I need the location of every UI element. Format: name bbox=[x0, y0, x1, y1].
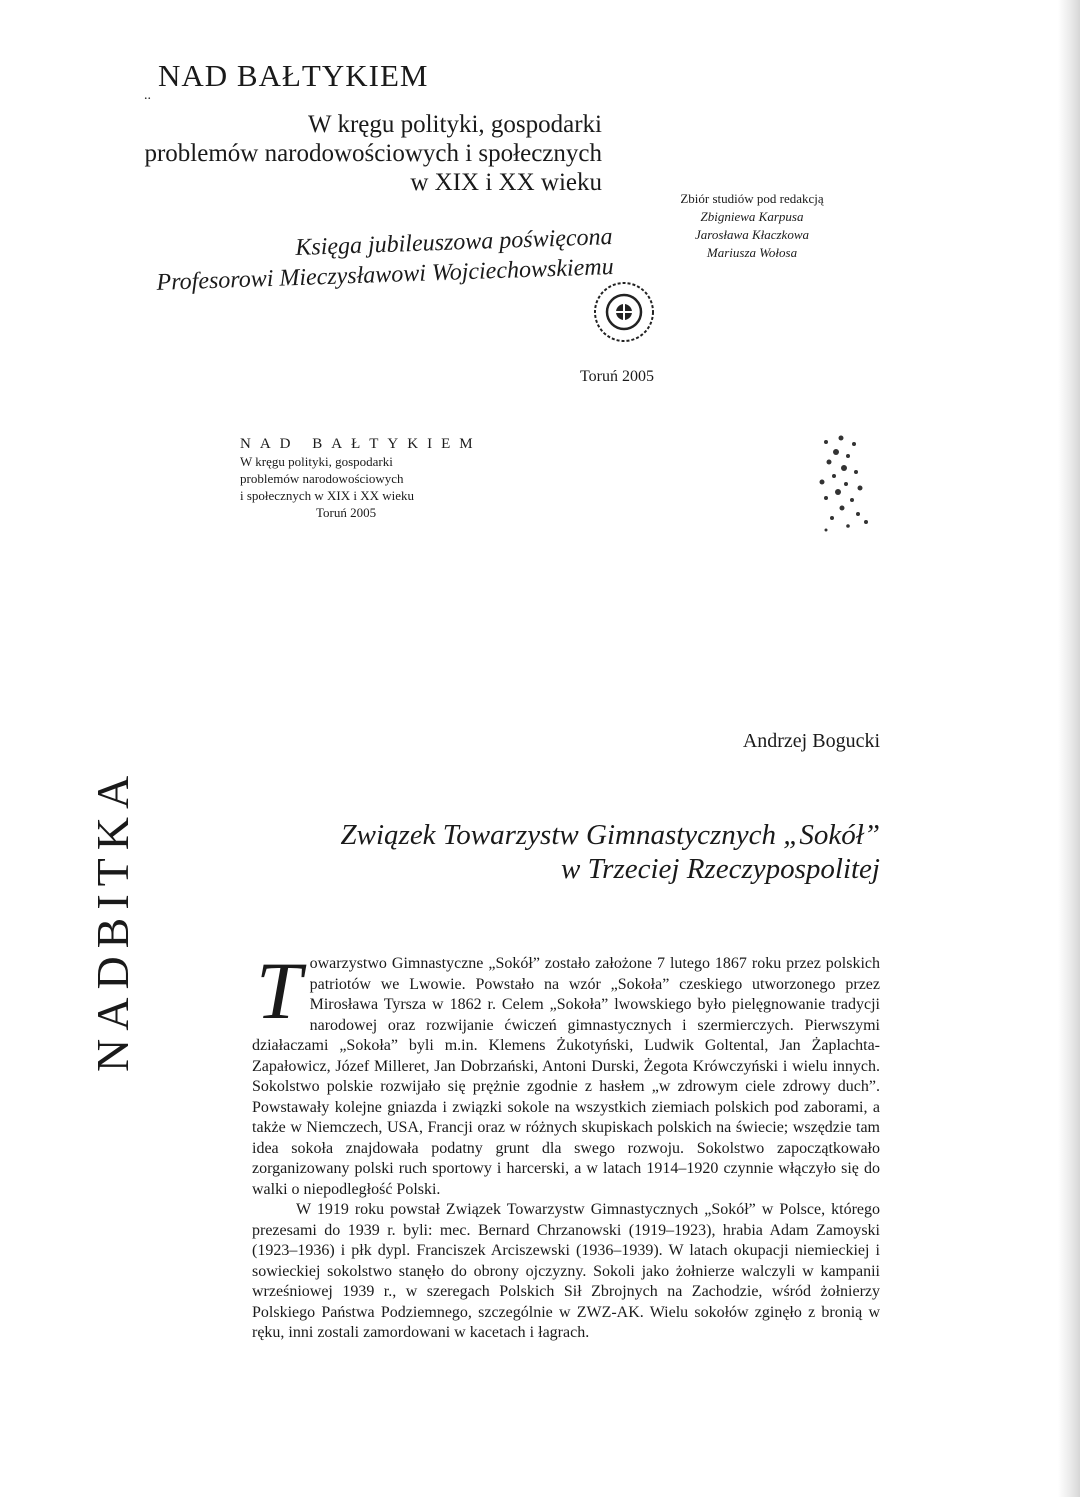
drop-cap: T bbox=[256, 945, 302, 1036]
subtitle-line: problemów narodowościowych i społecznych bbox=[144, 140, 602, 167]
jubilee-dedication bbox=[12, 222, 614, 303]
offprint-side-label: NADBITKA bbox=[87, 767, 138, 1072]
publisher-seal-icon bbox=[592, 280, 656, 344]
imprint-line: W kręgu polityki, gospodarki bbox=[240, 454, 393, 469]
subtitle-line: W kręgu polityki, gospodarki bbox=[308, 111, 602, 138]
imprint-line: problemów narodowościowych bbox=[240, 471, 404, 486]
imprint-line: i społecznych w XIX i XX wieku bbox=[240, 488, 415, 503]
article-title-line: Związek Towarzystw Gimnastycznych „Sokół” bbox=[340, 819, 880, 851]
imprint-place-year: Toruń 2005 bbox=[316, 505, 377, 520]
paragraph-text: owarzystwo Gimnastyczne „Sokół” zostało założone 7 lutego 1867 roku przez polskich patriotów we Lwowie. Powstało na wzór „Sokoła” czeskiego utworzonego przez Mirosława Tyrsza w 1862 r. Celem „Sokoła” lwowskiego było pielęgnowanie tradycji narodowej oraz rozwijanie ćwiczeń gimnastycznych i szermierczych. Pierwszymi działaczami „Sokoła” byli m.in. Klemens Żukotyński, Ludwik Goltental, Jan Żaplachta-Zapałowicz, Józef Milleret, Jan Dobrzański, Antoni Durski, Żegota Krówczyński i wielu innych. Sokolstwo polskie rozwijało się prężnie zgodnie z hasłem „w zdrowym ciele zdrowy duch”. Powstawały kolejne gniazda i związki sokole na wszystkich ziemiach polskich pod zaborami, a także w Niemczech, USA, Francji oraz w różnych skupiskach polskich na świecie; wszędzie tam idea sokoła znajdowała podatny grunt dla swego rozwoju. Sokolstwo zapoczątkowało zorganizowany polski ruch sportowy i harcerski, a w latach 1914–1920 czynnie włączyło się do walki o niepodległość Polski. bbox=[252, 955, 880, 1198]
article-author: Andrzej Bogucki bbox=[742, 730, 880, 752]
article-body bbox=[252, 945, 880, 1344]
subtitle-line: w XIX i XX wieku bbox=[410, 169, 602, 196]
editor-name: Mariusza Wołosa bbox=[706, 245, 798, 260]
ornament-icon bbox=[796, 430, 886, 540]
article-title-line: w Trzeciej Rzeczypospolitej bbox=[561, 853, 880, 885]
jubilee-line: Księga jubileuszowa poświęcona bbox=[294, 223, 613, 262]
editor-name: Zbigniewa Karpusa bbox=[700, 209, 804, 224]
imprint-block bbox=[240, 436, 490, 521]
editors-block bbox=[632, 190, 872, 262]
book-subtitle bbox=[42, 110, 602, 197]
imprint-title: NAD BAŁTYKIEM bbox=[240, 436, 482, 452]
article-title bbox=[260, 818, 880, 886]
editors-intro: Zbiór studiów pod redakcją bbox=[680, 191, 824, 206]
stray-dots: .. bbox=[144, 88, 151, 103]
article-paragraph bbox=[252, 945, 880, 1200]
book-title: NAD BAŁTYKIEM bbox=[158, 58, 429, 93]
jubilee-line: Profesorowi Mieczysławowi Wojciechowskiemu bbox=[156, 253, 615, 296]
page-edge-shadow bbox=[1058, 0, 1080, 1497]
publication-place-year: Toruń 2005 bbox=[580, 368, 654, 385]
article-paragraph: W 1919 roku powstał Związek Towarzystw Gimnastycznych „Sokół” w Polsce, którego prezesami do 1939 r. byli: mec. Bernard Chrzanowski (1919–1923), hrabia Adam Zamoyski (1923–1936) i płk dypl. Franciszek Arciszewski (1936–1939). W latach okupacji niemieckiej i sowieckiej sokolstwo stanęło do obrony ojczyzny. Sokoli jako żołnierze walczyli w kampanii wrześniowej 1939 r., w szeregach Polskich Sił Zbrojnych na Zachodzie, wśród żołnierzy Polskiego Państwa Podziemnego, szczególnie w ZWZ-AK. Wielu sokołów zginęło z bronią w ręku, inni zostali zamordowani w kacetach i łagrach. bbox=[252, 1201, 880, 1341]
editor-name: Jarosława Kłaczkowa bbox=[695, 227, 809, 242]
